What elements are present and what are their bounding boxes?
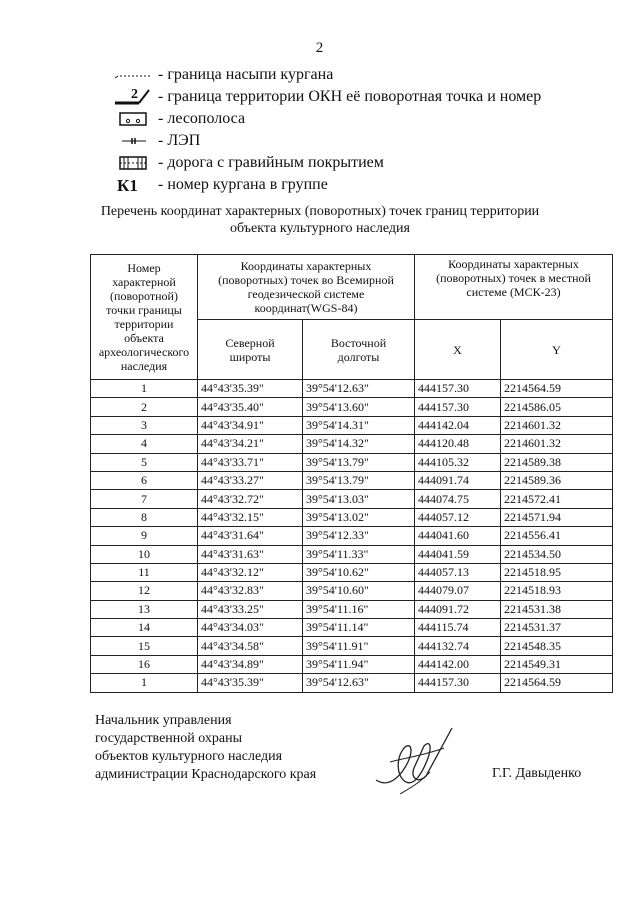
cell-y: 2214564.59 xyxy=(501,380,613,398)
legend-text: дорога с гравийным покрытием xyxy=(167,154,384,171)
cell-point-number: 4 xyxy=(91,435,198,453)
cell-point-number: 10 xyxy=(91,545,198,563)
cell-y: 2214531.37 xyxy=(501,619,613,637)
cell-y: 2214586.05 xyxy=(501,398,613,416)
legend-text: граница территории ОКН её поворотная точка и номер xyxy=(167,88,542,105)
header-north-latitude: Северной широты xyxy=(198,320,303,380)
legend-text: номер кургана в группе xyxy=(167,176,328,193)
table-body xyxy=(91,380,613,693)
cell-point-number: 7 xyxy=(91,490,198,508)
cell-point-number: 3 xyxy=(91,416,198,434)
header-wgs84-group: Координаты характерных (поворотных) точек во Всемирной геодезической системе координат(WGS-84) xyxy=(198,255,415,320)
cell-point-number: 9 xyxy=(91,527,198,545)
cell-x: 444132.74 xyxy=(415,637,501,655)
cell-x: 444142.04 xyxy=(415,416,501,434)
cell-x: 444157.30 xyxy=(415,380,501,398)
legend-item xyxy=(112,108,541,130)
cell-y: 2214571.94 xyxy=(501,508,613,526)
cell-y: 2214589.36 xyxy=(501,471,613,489)
legend xyxy=(112,64,541,196)
cell-latitude: 44°43'32.72" xyxy=(198,490,303,508)
cell-x: 444091.74 xyxy=(415,471,501,489)
cell-longitude: 39°54'12.63" xyxy=(303,674,415,692)
cell-point-number: 1 xyxy=(91,380,198,398)
cell-latitude: 44°43'34.89" xyxy=(198,655,303,673)
cell-point-number: 5 xyxy=(91,453,198,471)
cell-longitude: 39°54'11.14" xyxy=(303,619,415,637)
cell-point-number: 1 xyxy=(91,674,198,692)
cell-longitude: 39°54'13.79" xyxy=(303,453,415,471)
cell-x: 444120.48 xyxy=(415,435,501,453)
mound-number-label: К1 xyxy=(117,176,138,195)
table-row xyxy=(91,563,613,581)
legend-item xyxy=(112,152,541,174)
cell-longitude: 39°54'14.31" xyxy=(303,416,415,434)
power-line-icon xyxy=(112,131,154,151)
cell-x: 444142.00 xyxy=(415,655,501,673)
cell-x: 444157.30 xyxy=(415,674,501,692)
header-east-longitude: Восточной долготы xyxy=(303,320,415,380)
legend-item xyxy=(112,174,541,196)
table-row xyxy=(91,453,613,471)
cell-longitude: 39°54'14.32" xyxy=(303,435,415,453)
mound-number-icon xyxy=(112,175,154,195)
cell-y: 2214549.31 xyxy=(501,655,613,673)
okn-point-label: 2 xyxy=(131,87,138,102)
cell-x: 444115.74 xyxy=(415,619,501,637)
cell-longitude: 39°54'12.33" xyxy=(303,527,415,545)
cell-point-number: 2 xyxy=(91,398,198,416)
table-row xyxy=(91,508,613,526)
table-row xyxy=(91,619,613,637)
cell-point-number: 12 xyxy=(91,582,198,600)
cell-y: 2214518.95 xyxy=(501,563,613,581)
signer-name: Г.Г. Давыденко xyxy=(492,766,582,781)
cell-longitude: 39°54'12.63" xyxy=(303,380,415,398)
cell-point-number: 14 xyxy=(91,619,198,637)
forest-belt-icon xyxy=(112,109,154,129)
legend-dash: - xyxy=(158,110,164,127)
cell-latitude: 44°43'33.71" xyxy=(198,453,303,471)
cell-point-number: 13 xyxy=(91,600,198,618)
cell-longitude: 39°54'10.60" xyxy=(303,582,415,600)
legend-item xyxy=(112,130,541,152)
cell-x: 444105.32 xyxy=(415,453,501,471)
table-caption xyxy=(60,203,580,237)
legend-dash: - xyxy=(158,176,164,193)
cell-longitude: 39°54'11.94" xyxy=(303,655,415,673)
cell-longitude: 39°54'13.60" xyxy=(303,398,415,416)
caption-line: Перечень координат характерных (поворотных) точек границ территории xyxy=(100,204,540,219)
cell-latitude: 44°43'32.83" xyxy=(198,582,303,600)
cell-y: 2214518.93 xyxy=(501,582,613,600)
signer-title-line: объектов культурного наследия xyxy=(95,749,283,764)
cell-x: 444157.30 xyxy=(415,398,501,416)
table-row xyxy=(91,416,613,434)
page-number: 2 xyxy=(315,40,324,56)
table-row xyxy=(91,398,613,416)
cell-longitude: 39°54'11.16" xyxy=(303,600,415,618)
coordinates-table xyxy=(90,254,613,693)
legend-text: ЛЭП xyxy=(167,132,201,149)
cell-x: 444057.13 xyxy=(415,563,501,581)
table-row xyxy=(91,600,613,618)
table-row xyxy=(91,674,613,692)
table-row xyxy=(91,380,613,398)
table-row xyxy=(91,490,613,508)
table-header-row xyxy=(91,255,613,320)
cell-y: 2214572.41 xyxy=(501,490,613,508)
gravel-road-icon xyxy=(112,153,154,173)
cell-x: 444057.12 xyxy=(415,508,501,526)
cell-y: 2214534.50 xyxy=(501,545,613,563)
legend-dash: - xyxy=(158,66,164,83)
cell-y: 2214601.32 xyxy=(501,416,613,434)
cell-longitude: 39°54'13.02" xyxy=(303,508,415,526)
cell-longitude: 39°54'11.91" xyxy=(303,637,415,655)
cell-y: 2214589.38 xyxy=(501,453,613,471)
cell-latitude: 44°43'34.21" xyxy=(198,435,303,453)
cell-latitude: 44°43'35.39" xyxy=(198,674,303,692)
cell-longitude: 39°54'11.33" xyxy=(303,545,415,563)
cell-point-number: 15 xyxy=(91,637,198,655)
cell-latitude: 44°43'35.40" xyxy=(198,398,303,416)
legend-item xyxy=(112,86,541,108)
legend-text: лесополоса xyxy=(167,110,246,127)
cell-y: 2214556.41 xyxy=(501,527,613,545)
handwritten-signature xyxy=(370,718,460,803)
cell-x: 444041.60 xyxy=(415,527,501,545)
cell-longitude: 39°54'10.62" xyxy=(303,563,415,581)
mound-boundary-icon xyxy=(112,65,154,85)
cell-x: 444091.72 xyxy=(415,600,501,618)
cell-latitude: 44°43'35.39" xyxy=(198,380,303,398)
okn-boundary-point-icon xyxy=(112,87,154,107)
table-row xyxy=(91,435,613,453)
signer-title-line: администрации Краснодарского края xyxy=(95,767,317,782)
caption-line: объекта культурного наследия xyxy=(230,221,410,236)
cell-x: 444079.07 xyxy=(415,582,501,600)
table-row xyxy=(91,545,613,563)
cell-point-number: 8 xyxy=(91,508,198,526)
cell-latitude: 44°43'32.15" xyxy=(198,508,303,526)
signer-title-line: Начальник управления xyxy=(95,713,232,728)
legend-dash: - xyxy=(158,154,164,171)
cell-longitude: 39°54'13.79" xyxy=(303,471,415,489)
cell-latitude: 44°43'34.58" xyxy=(198,637,303,655)
cell-latitude: 44°43'34.91" xyxy=(198,416,303,434)
cell-y: 2214564.59 xyxy=(501,674,613,692)
cell-point-number: 16 xyxy=(91,655,198,673)
cell-latitude: 44°43'31.64" xyxy=(198,527,303,545)
cell-point-number: 11 xyxy=(91,563,198,581)
cell-y: 2214548.35 xyxy=(501,637,613,655)
table-row xyxy=(91,655,613,673)
cell-y: 2214601.32 xyxy=(501,435,613,453)
cell-latitude: 44°43'32.12" xyxy=(198,563,303,581)
signature-block xyxy=(95,712,316,784)
cell-x: 444074.75 xyxy=(415,490,501,508)
legend-text: граница насыпи кургана xyxy=(167,66,334,83)
cell-y: 2214531.38 xyxy=(501,600,613,618)
header-x: X xyxy=(415,320,501,380)
cell-longitude: 39°54'13.03" xyxy=(303,490,415,508)
legend-dash: - xyxy=(158,132,164,149)
signer-title-line: государственной охраны xyxy=(95,731,243,746)
header-y: Y xyxy=(501,320,613,380)
table-row xyxy=(91,471,613,489)
legend-dash: - xyxy=(158,88,164,105)
table-row xyxy=(91,582,613,600)
cell-latitude: 44°43'33.25" xyxy=(198,600,303,618)
table-row xyxy=(91,527,613,545)
legend-item xyxy=(112,64,541,86)
cell-point-number: 6 xyxy=(91,471,198,489)
cell-latitude: 44°43'33.27" xyxy=(198,471,303,489)
header-msk23-group: Координаты характерных (поворотных) точек в местной системе (МСК-23) xyxy=(415,255,613,320)
table-row xyxy=(91,637,613,655)
cell-x: 444041.59 xyxy=(415,545,501,563)
cell-latitude: 44°43'31.63" xyxy=(198,545,303,563)
cell-latitude: 44°43'34.03" xyxy=(198,619,303,637)
header-point-number: Номер характерной (поворотной) точки границы территории объекта археологического наследия xyxy=(91,255,198,380)
